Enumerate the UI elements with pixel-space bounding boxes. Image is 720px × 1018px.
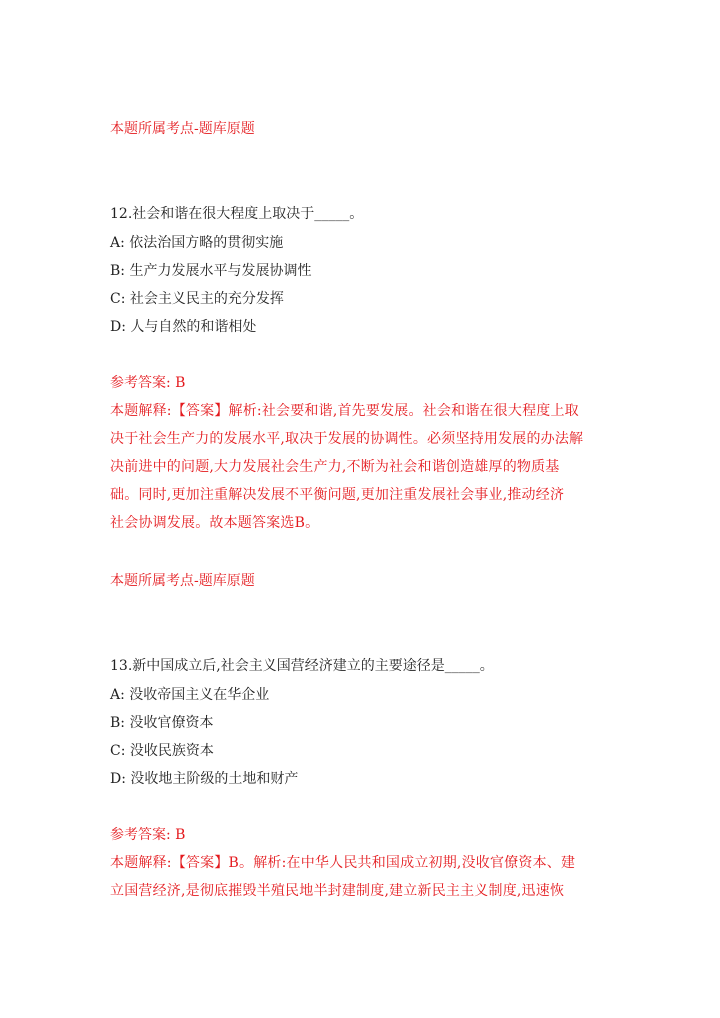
question-13-answer: 参考答案: B <box>110 827 186 843</box>
section-tag: 本题所属考点-题库原题 <box>110 573 255 589</box>
question-13-option-d: D: 没收地主阶级的土地和财产 <box>110 771 299 787</box>
section-tag: 本题所属考点-题库原题 <box>110 121 255 137</box>
explanation-line: 础。同时,更加注重解决发展不平衡问题,更加注重发展社会事业,推动经济 <box>110 487 565 503</box>
explanation-line: 本题解释:【答案】解析:社会要和谐,首先要发展。社会和谐在很大程度上取 <box>110 403 579 419</box>
question-13-option-a: A: 没收帝国主义在华企业 <box>110 687 270 703</box>
question-13-stem: 13.新中国成立后,社会主义国营经济建立的主要途径是_____。 <box>110 658 494 674</box>
question-12-answer: 参考答案: B <box>110 375 186 391</box>
explanation-line: 本题解释:【答案】B。解析:在中华人民共和国成立初期,没收官僚资本、建 <box>110 855 576 871</box>
question-12-option-c: C: 社会主义民主的充分发挥 <box>110 291 284 307</box>
question-12-stem: 12.社会和谐在很大程度上取决于_____。 <box>110 206 364 222</box>
explanation-line: 社会协调发展。故本题答案选B。 <box>110 515 320 531</box>
question-12-explanation <box>110 397 618 537</box>
question-12-option-a: A: 依法治国方略的贯彻实施 <box>110 235 284 251</box>
question-13-option-b: B: 没收官僚资本 <box>110 715 214 731</box>
explanation-line: 决于社会生产力的发展水平,取决于发展的协调性。必须坚持用发展的办法解 <box>110 431 584 447</box>
question-12-option-d: D: 人与自然的和谐相处 <box>110 319 257 335</box>
question-13-option-c: C: 没收民族资本 <box>110 743 214 759</box>
question-13-explanation <box>110 849 618 905</box>
explanation-line: 决前进中的问题,大力发展社会生产力,不断为社会和谐创造雄厚的物质基 <box>110 459 560 475</box>
question-12-option-b: B: 生产力发展水平与发展协调性 <box>110 263 312 279</box>
explanation-line: 立国营经济,是彻底摧毁半殖民地半封建制度,建立新民主主义制度,迅速恢 <box>110 883 565 899</box>
